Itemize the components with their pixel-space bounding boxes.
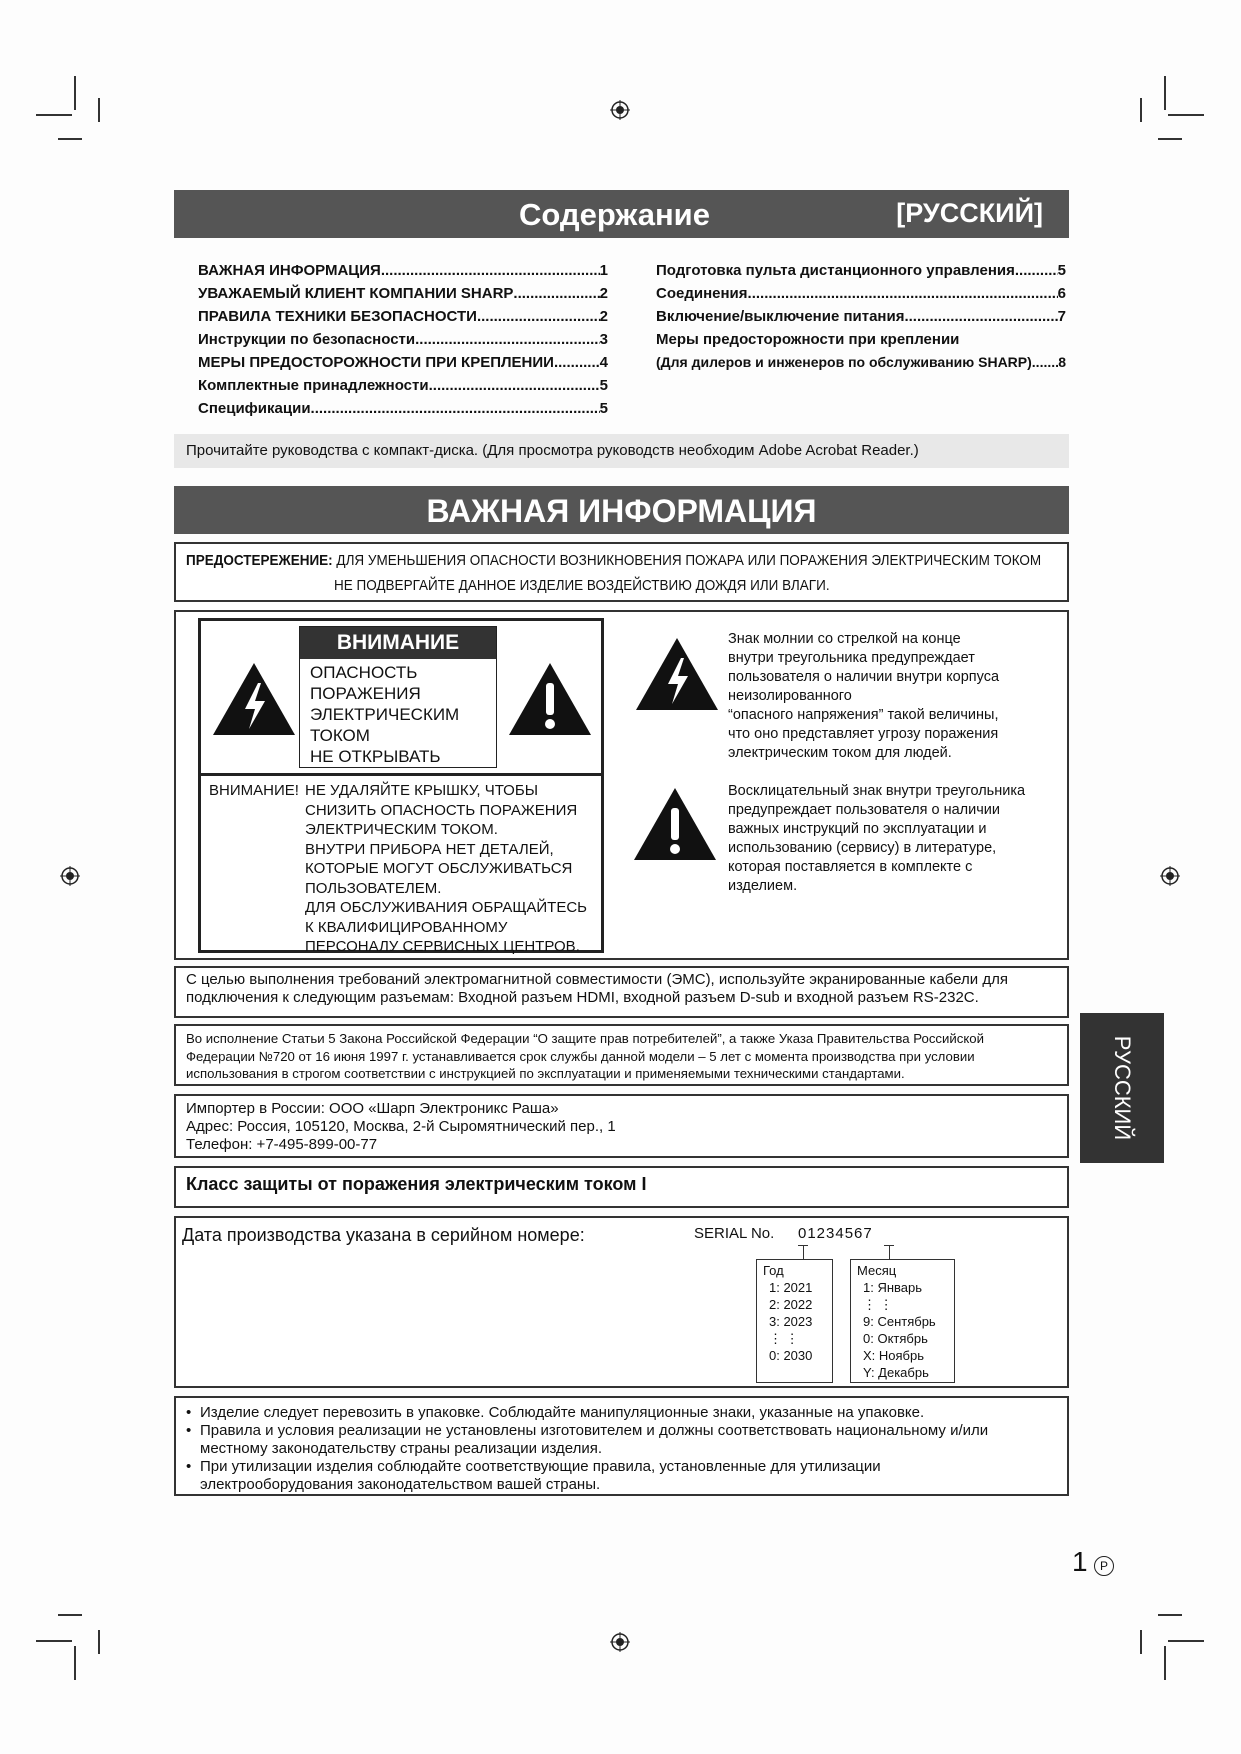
crop-mark [1164,76,1166,110]
crop-mark [1158,1614,1182,1616]
caution-line: ОПАСНОСТЬ [310,663,418,682]
list-item [182,1422,1061,1458]
toc-entry-label: МЕРЫ ПРЕДОСТОРОЖНОСТИ ПРИ КРЕПЛЕНИИ [198,354,554,371]
crop-mark [74,76,76,110]
emc-line: С целью выполнения требований электромагнитной совместимости (ЭМС), используйте экранированные кабели для [186,971,1008,988]
note-line: внутри треугольника предупреждает [728,650,975,666]
toc-entry[interactable] [198,328,608,351]
protection-class-text: Класс защиты от поражения электрическим током I [186,1174,647,1194]
toc-entry[interactable] [656,259,1066,282]
serial-date-label: Дата производства указана в серийном номере: [182,1225,585,1245]
exclamation-symbol-note [728,782,1025,896]
toc-entry-label: Меры предосторожности при креплении [656,331,960,348]
note-line: Знак молнии со стрелкой на конце [728,631,961,647]
toc-entry-label: Спецификации [198,400,311,417]
toc-entry-label: Соединения [656,285,748,302]
note-line: пользователя о наличии внутри корпуса [728,669,1000,685]
consumer-law-box [174,1024,1069,1086]
caution-lines [300,659,496,770]
caution-line: ЭЛЕКТРИЧЕСКИМ [310,705,460,724]
note-line: Восклицательный знак внутри треугольника [728,783,1026,799]
page-number: 1 [1072,1546,1088,1577]
important-header-bar [174,486,1069,534]
caution-lower-line: СНИЗИТЬ ОПАСНОСТЬ ПОРАЖЕНИЯ [305,801,578,819]
page-mark-letter: P [1099,1559,1108,1573]
crop-mark [58,1614,82,1616]
caution-lower-line: К КВАЛИФИЦИРОВАННОМУ [305,918,508,936]
caution-lower-label: ВНИМАНИЕ! [209,782,299,799]
importer-line: Импортер в России: ООО «Шарп Электроникс Раша» [186,1100,559,1117]
serial-no-label: SERIAL No. [694,1225,775,1242]
legend-title: Месяц [857,1263,897,1278]
toc-entry-page: 4 [599,354,608,371]
toc-leader-dots [429,374,600,397]
caution-inner-box [299,626,497,768]
toc-entry-page: 1 [599,262,608,279]
toc-entry-multiline[interactable] [656,328,1066,374]
note-line: предупреждает пользователя о наличии [728,802,1000,818]
list-item-line: местному законодательству страны реализации изделия. [200,1440,603,1457]
crop-mark [74,1646,76,1680]
caution-lower-line: ДЛЯ ОБСЛУЖИВАНИЯ ОБРАЩАЙТЕСЬ [305,899,588,916]
cd-note [174,434,1069,468]
caution-section [174,610,1069,960]
law-line: использования в строгом соответствии с инструкцией по эксплуатации и применяемыми техническими стандартами. [186,1066,905,1081]
toc-right-column [656,259,1066,374]
lightning-triangle-icon [211,661,297,737]
caution-heading: ВНИМАНИЕ [300,627,496,659]
toc-leader-dots [513,282,599,305]
legend-item: 0: 2030 [769,1348,813,1363]
caution-lower-line: ВНУТРИ ПРИБОРА НЕТ ДЕТАЛЕЙ, [305,840,554,858]
toc-entry-label: УВАЖАЕМЫЙ КЛИЕНТ КОМПАНИИ SHARP [198,285,514,302]
toc-entry-page: 5 [599,377,608,394]
month-legend [850,1259,955,1383]
page-mark-icon [1094,1556,1114,1576]
toc-entry-label: (Для дилеров и инженеров по обслуживанию SHARP) [656,354,1032,370]
emc-line: подключения к следующим разъемам: Входной разъем HDMI, входной разъем D-sub и входной разъем RS-232C. [186,989,979,1006]
toc-leader-dots [381,259,600,282]
connector-line [884,1245,894,1246]
caution-line: ПОРАЖЕНИЯ [310,684,421,703]
toc-entry-page: 7 [1057,308,1066,325]
legend-title: Год [763,1263,784,1278]
serial-number-box [174,1216,1069,1388]
importer-line: Адрес: Россия, 105120, Москва, 2-й Сыромятнический пер., 1 [186,1118,616,1135]
toc-leader-dots [1015,259,1058,282]
note-line: использованию (сервису) в литературе, [728,840,997,856]
year-legend [756,1259,833,1383]
list-item-line: • При утилизации изделия соблюдайте соответствующие правила, установленные для утилизации [200,1458,881,1475]
toc-entry[interactable] [198,305,608,328]
protection-class-box [174,1166,1069,1208]
toc-leader-dots [904,305,1057,328]
toc-entry-page: 6 [1057,285,1066,302]
legend-item: ⋮ ⋮ [863,1297,893,1312]
registration-mark-icon [1160,866,1180,886]
list-item-line: электрооборудования законодательством вашей страны. [200,1476,601,1493]
emc-box [174,966,1069,1018]
crop-mark [1158,138,1182,140]
toc-entry-page: 3 [599,331,608,348]
side-tab-label: РУССКИЙ [1110,1035,1135,1141]
toc-entry-label: ВАЖНАЯ ИНФОРМАЦИЯ [198,262,381,279]
toc-entry[interactable] [656,305,1066,328]
caution-label-panel [198,618,604,953]
caution-lower-text [305,781,587,957]
toc-leader-dots [415,328,600,351]
warning-box [174,542,1069,602]
caution-line: НЕ ОТКРЫВАТЬ [310,747,441,766]
serial-digits: 01234567 [798,1225,873,1242]
legend-item: 9: Сентябрь [863,1314,936,1329]
law-line: Во исполнение Статьи 5 Закона Российской Федерации “О защите прав потребителей”, а также Указа Правительства Российской [186,1031,984,1046]
contents-header-bar [174,190,1069,238]
crop-mark [1168,1640,1204,1642]
toc-entry-label: Инструкции по безопасности [198,331,416,348]
legend-item: ⋮ ⋮ [769,1331,799,1346]
lightning-triangle-icon [634,636,720,712]
page-title: Содержание [519,197,710,232]
caution-lower-line: ПОЛЬЗОВАТЕЛЕМ. [305,879,442,897]
legend-item: Y: Декабрь [863,1365,929,1380]
toc-left-column [198,259,608,420]
toc-leader-dots [477,305,600,328]
connector-line [798,1245,808,1246]
caution-lower-line: НЕ УДАЛЯЙТЕ КРЫШКУ, ЧТОБЫ [305,782,538,799]
crop-mark [1168,114,1204,116]
legend-item: 1: Январь [863,1280,923,1295]
toc-leader-dots [1032,351,1058,374]
toc-entry-label: ПРАВИЛА ТЕХНИКИ БЕЗОПАСНОСТИ [198,308,477,325]
warning-line1: ДЛЯ УМЕНЬШЕНИЯ ОПАСНОСТИ ВОЗНИКНОВЕНИЯ ПОЖАРА ИЛИ ПОРАЖЕНИЯ ЭЛЕКТРИЧЕСКИМ ТОКОМ [336,552,1042,569]
registration-mark-icon [610,100,630,120]
crop-mark [58,138,82,140]
exclamation-triangle-icon [632,786,718,862]
lightning-symbol-note [728,630,999,763]
toc-entry-page: 5 [599,400,608,417]
warning-line2: НЕ ПОДВЕРГАЙТЕ ДАННОЕ ИЗДЕЛИЕ ВОЗДЕЙСТВИЮ ДОЖДЯ ИЛИ ВЛАГИ. [334,577,830,594]
toc-entry-page: 2 [599,308,608,325]
list-item [182,1458,1061,1494]
warning-label: ПРЕДОСТЕРЕЖЕНИЕ: [186,552,333,569]
legend-item: 0: Октябрь [863,1331,928,1346]
crop-mark [36,1640,72,1642]
note-line: которая поставляется в комплекте с [728,859,973,875]
toc-entry[interactable] [198,397,608,420]
note-line: “опасного напряжения” такой величины, [728,707,999,723]
importer-box [174,1094,1069,1158]
legend-item: 1: 2021 [769,1280,813,1295]
legend-item: X: Ноябрь [863,1348,925,1363]
crop-mark [98,98,100,122]
toc-entry-label: Подготовка пульта дистанционного управления [656,262,1015,279]
toc-entry[interactable] [198,374,608,397]
caution-line: ТОКОМ [310,726,370,745]
toc-leader-dots [748,282,1058,305]
crop-mark [1164,1646,1166,1680]
note-line: изделием. [728,878,798,894]
language-side-tab [1080,1013,1164,1163]
list-item-line: • Правила и условия реализации не установлены изготовителем и должны соответствовать национальному и/или [200,1422,989,1439]
toc-entry-page: 8 [1058,354,1066,370]
importer-line: Телефон: +7-495-899-00-77 [186,1136,378,1153]
note-line: что оно представляет угрозу поражения [728,726,999,742]
law-line: Федерации №720 от 16 июня 1997 г. устанавливается срок службы данной модели – 5 лет с момента производства при условии [186,1048,975,1064]
toc-entry-label: Комплектные принадлежности [198,377,429,394]
legend-item: 2: 2022 [769,1297,813,1312]
list-item-line: • Изделие следует перевозить в упаковке. Соблюдайте манипуляционные знаки, указанные на упаковке. [200,1404,925,1421]
crop-mark [1140,98,1142,122]
toc-entry[interactable] [198,259,608,282]
list-item [182,1404,1061,1422]
toc-leader-dots [311,397,600,420]
toc-entry-page: 5 [1057,262,1066,279]
caution-lower-line: ЭЛЕКТРИЧЕСКИМ ТОКОМ. [305,821,498,838]
connector-line [803,1245,804,1260]
toc-entry-label: Включение/выключение питания [656,308,905,325]
note-line: электрическим током для людей. [728,745,952,761]
note-line: неизолированного [728,688,852,704]
caution-lower-line: КОТОРЫЕ МОГУТ ОБСЛУЖИВАТЬСЯ [305,860,573,877]
caution-lower-line: ПЕРСОНАЛУ СЕРВИСНЫХ ЦЕНТРОВ. [305,938,580,955]
legend-item: 3: 2023 [769,1314,813,1329]
notes-box [174,1396,1069,1496]
crop-mark [1140,1630,1142,1654]
toc-entry[interactable] [656,282,1066,305]
toc-entry[interactable] [198,282,608,305]
registration-mark-icon [610,1632,630,1652]
toc-leader-dots [554,351,600,374]
cd-note-text: Прочитайте руководства с компакт-диска. (Для просмотра руководств необходим Adobe Acrobat Reader.) [186,442,919,459]
note-line: важных инструкций по эксплуатации и [728,821,987,837]
toc-entry-page: 2 [599,285,608,302]
divider [201,773,601,776]
crop-mark [36,114,72,116]
language-tag: [РУССКИЙ] [896,198,1043,228]
registration-mark-icon [60,866,80,886]
connector-line [889,1245,890,1260]
toc-entry[interactable] [198,351,608,374]
section-title: ВАЖНАЯ ИНФОРМАЦИЯ [426,493,817,529]
exclamation-triangle-icon [507,661,593,737]
crop-mark [98,1630,100,1654]
notes-list [182,1404,1061,1494]
